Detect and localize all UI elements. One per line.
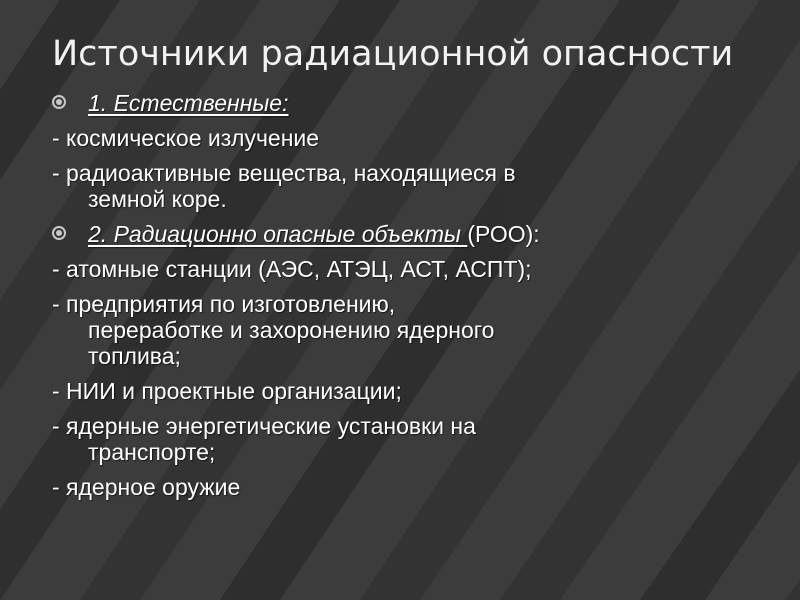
list-item: [52, 160, 752, 212]
list-item-text: - предприятия по изготовлению,: [52, 291, 396, 317]
list-item-continuation: транспорте;: [88, 439, 216, 465]
list-item: [52, 291, 752, 369]
list-item-text: - космическое излучение: [52, 125, 320, 151]
circle-bullet-icon: [52, 95, 66, 109]
list-item-text: - радиоактивные вещества, находящиеся в: [52, 160, 516, 186]
list-item: [52, 413, 752, 465]
list-item: [52, 256, 752, 282]
section-heading-text: 1. Естественные:: [88, 90, 289, 116]
section-heading-natural: [52, 90, 752, 116]
list-item-text: - атомные станции (АЭС, АТЭЦ, АСТ, АСПТ);: [52, 256, 532, 282]
list-item-continuation: переработке и захоронению ядерного: [88, 317, 495, 343]
list-item-text: - ядерное оружие: [52, 474, 241, 500]
section-heading-text: 2. Радиационно опасные объекты: [88, 221, 468, 247]
list-item-text: - ядерные энергетические установки на: [52, 413, 476, 439]
section-heading-roo: [52, 221, 752, 247]
list-item: [52, 125, 752, 151]
list-item: [52, 378, 752, 404]
slide-title: Источники радиационной опасности: [52, 34, 734, 74]
list-item-text: - НИИ и проектные организации;: [52, 378, 402, 404]
slide-content: [52, 90, 752, 509]
circle-bullet-icon: [52, 226, 66, 240]
list-item-continuation: земной коре.: [88, 186, 227, 212]
list-item-continuation: топлива;: [88, 343, 181, 369]
section-heading-suffix: (РОО):: [467, 221, 540, 247]
list-item: [52, 474, 752, 500]
